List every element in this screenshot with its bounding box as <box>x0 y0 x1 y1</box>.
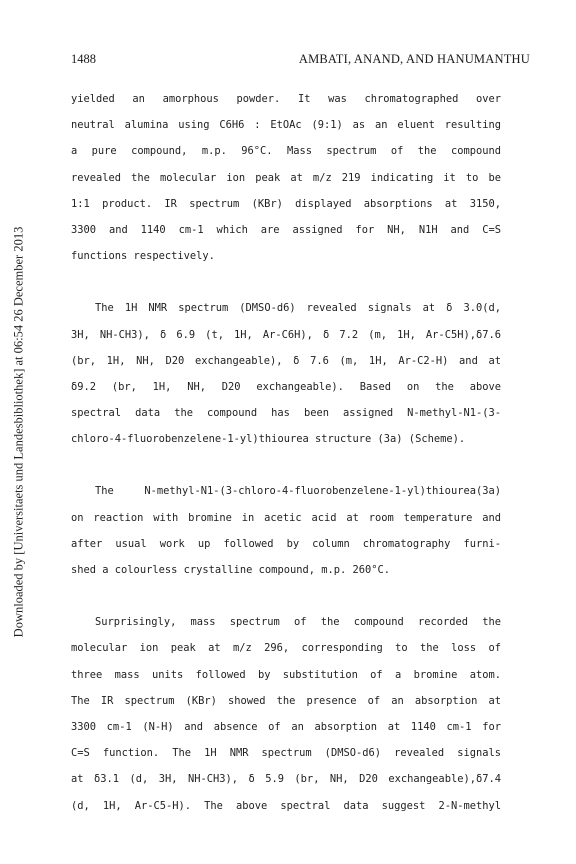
paragraph <box>71 295 501 452</box>
text-line: The IR spectrum (KBr) showed the presence of an absorption at <box>71 694 501 707</box>
article-body <box>71 86 501 845</box>
text-line: on reaction with bromine in acetic acid at room temperature and <box>71 511 501 524</box>
download-sidebar <box>0 0 40 864</box>
text-line: (d, 1H, Ar-C5-H). The above spectral data suggest 2-N-methyl <box>71 799 501 812</box>
paragraph <box>71 478 501 583</box>
text-line: spectral data the compound has been assigned N-methyl-N1-(3- <box>71 407 501 420</box>
text-line: The 1H NMR spectrum (DMSO-d6) revealed signals at δ 3.0(d, <box>95 302 501 315</box>
text-line: 3H, NH-CH3), δ 6.9 (t, 1H, Ar-C6H), δ 7.2 (m, 1H, Ar-C5H),δ7.6 <box>71 328 501 341</box>
page-header <box>71 52 530 72</box>
paragraph <box>71 86 501 269</box>
text-line: revealed the molecular ion peak at m/z 219 indicating it to be <box>71 171 501 184</box>
text-line: chloro-4-fluorobenzelene-1-yl)thiourea structure (3a) (Scheme). <box>71 433 466 446</box>
paragraph <box>71 609 501 819</box>
text-line: 1:1 product. IR spectrum (KBr) displayed absorptions at 3150, <box>71 197 501 210</box>
page-number: 1488 <box>71 52 96 66</box>
text-line: shed a colourless crystalline compound, m.p. 260°C. <box>71 564 391 576</box>
text-line: neutral alumina using C6H6 : EtOAc (9:1) as an eluent resulting <box>71 119 501 132</box>
text-line: 3300 cm-1 (N-H) and absence of an absorption at 1140 cm-1 for <box>71 720 501 733</box>
text-line: functions respectively. <box>71 250 215 263</box>
text-line: after usual work up followed by column chromatography furni- <box>71 537 501 550</box>
text-line: yielded an amorphous powder. It was chromatographed over <box>71 93 501 105</box>
text-line: The N-methyl-N1-(3-chloro-4-fluorobenzelene-1-yl)thiourea(3a) <box>95 485 501 498</box>
text-line: Surprisingly, mass spectrum of the compound recorded the <box>95 616 501 629</box>
text-line: 3300 and 1140 cm-1 which are assigned for NH, N1H and C=S <box>71 223 501 236</box>
text-line: δ9.2 (br, 1H, NH, D20 exchangeable). Based on the above <box>71 380 501 393</box>
text-line: at δ3.1 (d, 3H, NH-CH3), δ 5.9 (br, NH, D20 exchangeable),δ7.4 <box>71 773 501 786</box>
text-line: C=S function. The 1H NMR spectrum (DMSO-d6) revealed signals <box>71 747 501 760</box>
text-line: three mass units followed by substitution of a bromine atom. <box>71 668 501 681</box>
text-line: (br, 1H, NH, D20 exchangeable), δ 7.6 (m, 1H, Ar-C2-H) and at <box>71 354 501 367</box>
running-head: AMBATI, ANAND, AND HANUMANTHU <box>298 52 530 66</box>
text-line: a pure compound, m.p. 96°C. Mass spectrum of the compound <box>71 145 501 158</box>
download-note: Downloaded by [Universitaets und Landesbibliothek] at 06:54 26 December 2013 <box>11 226 26 638</box>
text-line: molecular ion peak at m/z 296, corresponding to the loss of <box>71 642 501 655</box>
